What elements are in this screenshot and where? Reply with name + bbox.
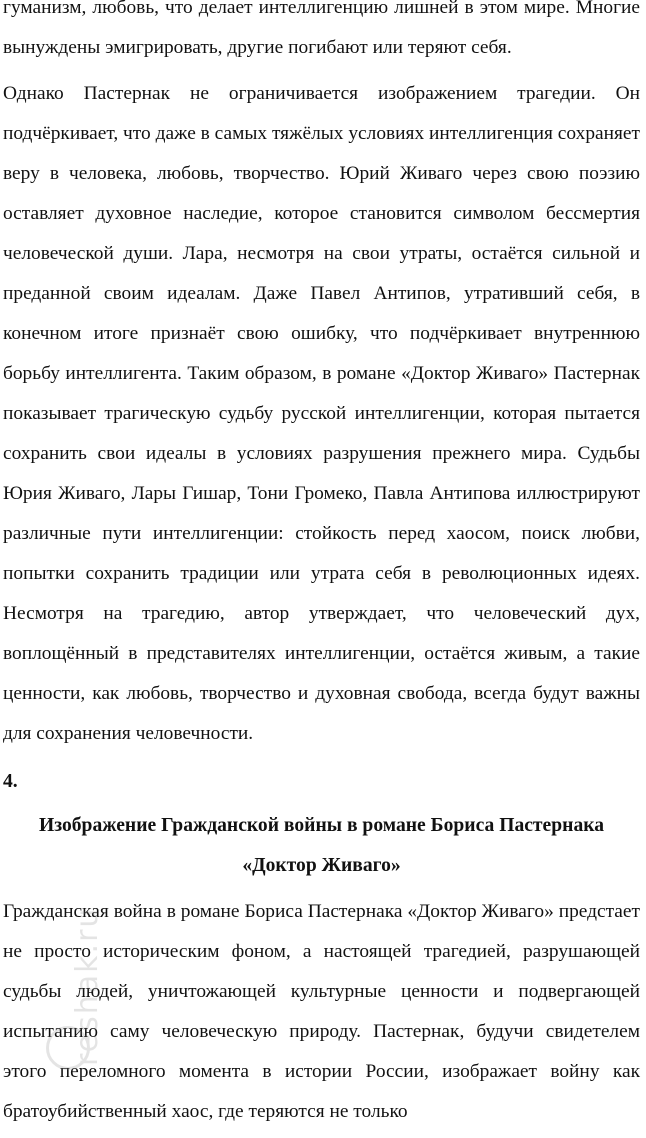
paragraph-civil-war: Гражданская война в романе Бориса Пастернака «Доктор Живаго» предстает не просто историческим фоном, а настоящей трагедией, разрушающей судьбы людей, уничтожающей культурные ценности и подвергающей испытанию саму человеческую природу. Пастернак, будучи свидетелем этого переломного момента в истории России, изображает войну как братоубийственный хаос, где теряются не только [3, 901, 640, 1122]
section-title-line1: Изображение Гражданской войны в романе Бориса Пастернака [38, 815, 605, 836]
section-number: 4. [3, 771, 18, 792]
watermark-text: reshak.ru [70, 906, 105, 1066]
paragraph-conclusion: Однако Пастернак не ограничивается изображением трагедии. Он подчёркивает, что даже в самых тяжёлых условиях интеллигенция сохраняет веру в человека, любовь, творчество. Юрий Живаго через свою поэзию оставляет духовное наследие, которое становится символом бессмертия человеческой души. Лара, несмотря на свои утраты, остаётся сильной и преданной своим идеалам. Даже Павел Антипов, утративший себя, в конечном итоге признаёт свою ошибку, что подчёркивает внутреннюю борьбу интеллигента. Таким образом, в романе «Доктор Живаго» Пастернак показывает трагическую судьбу русской интеллигенции, которая пытается сохранить свои идеалы в условиях разрушения прежнего мира. Судьбы Юрия Живаго, Лары Гишар, Тони Громеко, Павла Антипова иллюстрируют различные пути интеллигенции: стойкость перед хаосом, поиск любви, попытки сохранить традиции или утрата себя в революционных идеях. Несмотря на трагедию, автор утверждает, что человеческий дух, воплощённый в представителях интеллигенции, остаётся живым, а такие ценности, как любовь, творчество и духовная свобода, всегда будут важны для сохранения человечности. [3, 83, 640, 744]
paragraph-continuation: гуманизм, любовь, что делает интеллигенцию лишней в этом мире. Многие вынуждены эмигрировать, другие погибают или теряют себя. [3, 0, 640, 58]
document-page [3, 0, 640, 1138]
section-title-line2: «Доктор Живаго» [242, 855, 401, 876]
section-title [3, 806, 640, 886]
